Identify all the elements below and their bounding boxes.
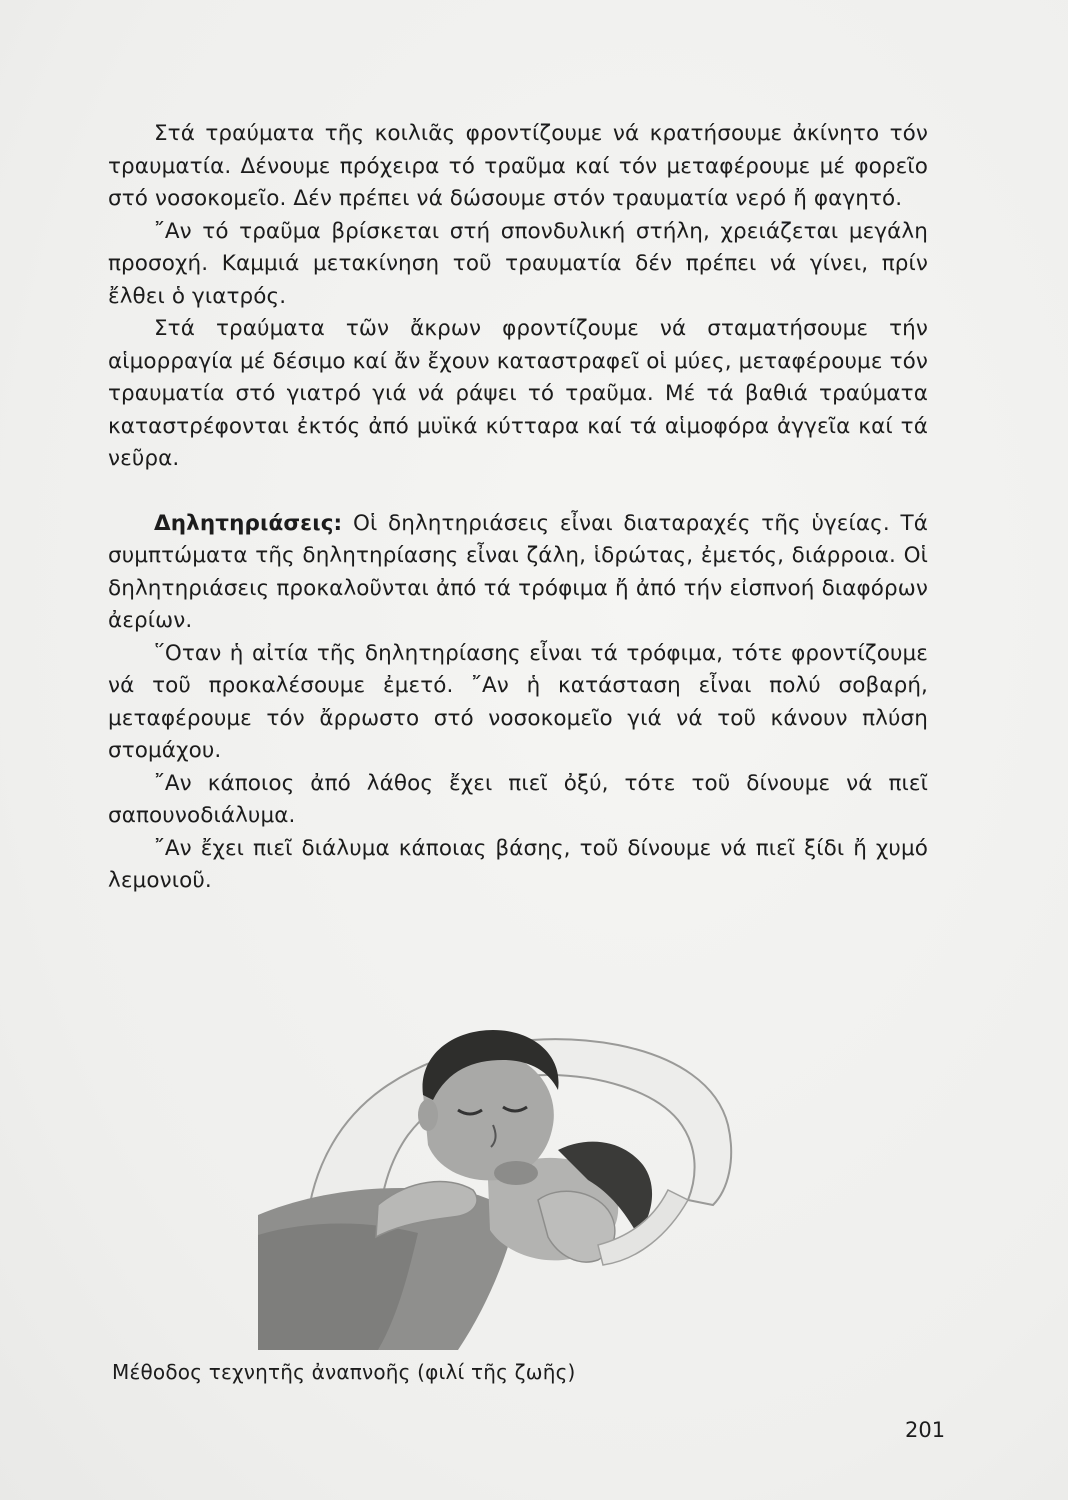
paragraph-poisoning-intro [108,508,928,638]
page-number: 201 [905,1418,946,1442]
figure-caption: Μέθοδος τεχνητῆς ἀναπνοῆς (φιλί τῆς ζωῆς) [112,1360,576,1384]
paragraph-base-poisoning: ῎Αν ἔχει πιεῖ διάλυμα κάποιας βάσης, τοῦ δίνουμε νά πιεῖ ξίδι ἤ χυμό λεμονιοῦ. [108,835,928,893]
artificial-respiration-illustration [258,975,758,1355]
paragraph-food-poisoning: ῞Οταν ἡ αἰτία τῆς δηλητηρίασης εἶναι τά τρόφιμα, τότε φροντίζουμε νά τοῦ προκαλέσουμε ἐμετό. ῎Αν ἡ κατάσταση εἶναι πολύ σοβαρή, μεταφέρουμε τόν ἄρρωστο στό νοσοκομεῖο γιά νά τοῦ κάνουν πλύση στομάχου. [108,640,928,763]
paragraph-abdominal-wounds: Στά τραύματα τῆς κοιλιᾶς φροντίζουμε νά κρατήσουμε ἀκίνητο τόν τραυματία. Δένουμε πρόχειρα τό τραῦμα καί τόν μεταφέρουμε μέ φορεῖο στό νοσοκομεῖο. Δέν πρέπει νά δώσουμε στόν τραυματία νερό ἤ φαγητό. [108,121,928,211]
body-text [108,118,928,898]
paragraph-limb-wounds: Στά τραύματα τῶν ἄκρων φροντίζουμε νά σταματήσουμε τήν αἱμορραγία μέ δέσιμο καί ἄν ἔχουν καταστραφεῖ οἱ μύες, μεταφέρουμε τόν τραυματία στό γιατρό γιά νά ράψει τό τραῦμα. Μέ τά βαθιά τραύματα καταστρέφονται ἐκτός ἀπό μυϊκά κύτταρα καί τά αἱμοφόρα ἀγγεῖα καί τά νεῦρα. [108,316,928,471]
paragraph-acid-poisoning: ῎Αν κάποιος ἀπό λάθος ἔχει πιεῖ ὀξύ, τότε τοῦ δίνουμε νά πιεῖ σαπουνοδιάλυμα. [108,770,928,828]
section-heading-poisoning: Δηλητηριάσεις: [154,510,343,536]
poisoning-intro-text: Οἱ δηλητηριάσεις εἶναι διαταραχές τῆς ὑγείας. Τά συμπτώματα τῆς δηλητηρίασης εἶναι ζάλη, ἱδρώτας, ἐμετός, διάρροια. Οἱ δηλητηριάσεις προκαλοῦνται ἀπό τά τρόφιμα ἤ ἀπό τήν εἰσπνοή διαφόρων ἀερίων. [108,510,929,633]
paragraph-spinal-wounds: ῎Αν τό τραῦμα βρίσκεται στή σπονδυλική στήλη, χρειάζεται μεγάλη προσοχή. Καμμιά μετακίνηση τοῦ τραυματία δέν πρέπει νά γίνει, πρίν ἔλθει ὁ γιατρός. [108,218,928,309]
